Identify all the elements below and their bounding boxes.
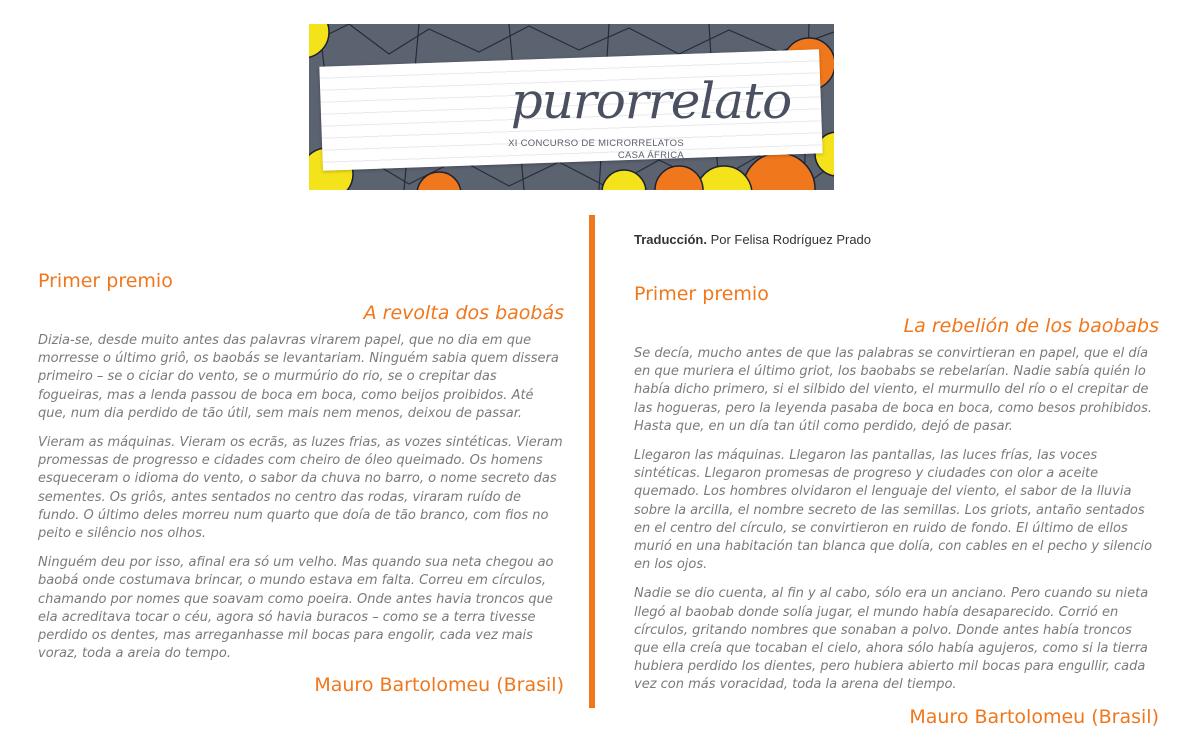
story-paragraph: Se decía, mucho antes de que las palabras se convirtieran en papel, que el día en que muriera el último griot, los baobabs se rebelarían. Nadie sabía quién lo había dicho primero, si el silbido del viento, el murmullo del río o el crepitar de las hogueras, pero la leyenda pasaba de boca en boca, como besos prohibidos. Hasta que, en un día tan útil como perdido, dejó de pasar. xyxy=(634,346,1153,434)
logo-subtitle xyxy=(508,138,684,162)
author-credit: Mauro Bartolomeu (Brasil) xyxy=(909,705,1159,728)
story-paragraph: Ninguém deu por isso, afinal era só um velho. Mas quando sua neta chegou ao baobá onde costumava brincar, o mundo estava em falta. Correu em círculos, chamando por nomes que soavam como poeira. Onde antes havia troncos que ela acreditava tocar o céu, agora só havia buracos – como se a terra tivesse perdido os dentes, mas arreganhasse mil bocas para engolir, cada vez mais voraz, toda a areia do tempo. xyxy=(38,555,554,662)
column-divider xyxy=(589,215,595,708)
translated-story-column xyxy=(634,232,1159,728)
prize-heading: Primer premio xyxy=(38,270,173,292)
logo-subtitle-line1: XI CONCURSO DE MICRORRELATOS xyxy=(508,138,684,149)
logo-subtitle-line2: CASA ÁFRICA xyxy=(617,150,684,161)
translator-name: Por Felisa Rodríguez Prado xyxy=(710,232,872,247)
story-paragraph: Vieram as máquinas. Vieram os ecrãs, as luzes frias, as vozes sintéticas. Vieram promessas de progresso e cidades com cheiro de óleo queimado. Os homens esqueceram o idioma do vento, o sabor da chuva no barro, o nome secreto das sementes. Os griôs, antes sentados no centro das rodas, viraram ruído de fundo. O último deles morreu num quarto que doía de tão branco, com fios no peito e silêncio nos olhos. xyxy=(38,435,563,542)
story-paragraph: Nadie se dio cuenta, al fin y al cabo, sólo era un anciano. Pero cuando su nieta llegó al baobab donde solía jugar, el mundo había desaparecido. Corrió en círculos, gritando nombres que sonaban a polvo. Donde antes había troncos que ella creía que tocaban el cielo, ahora sólo había agujeros, como si la tierra hubiera perdido los dientes, pero hubiera abierto mil bocas para engullir, cada vez con más voracidad, toda la arena del tiempo. xyxy=(634,586,1149,693)
header-banner xyxy=(309,24,834,190)
story-title: La rebelión de los baobabs xyxy=(903,315,1159,337)
author-credit: Mauro Bartolomeu (Brasil) xyxy=(314,674,564,697)
original-story-column xyxy=(38,270,564,696)
logo-text: purorrelato xyxy=(510,72,792,130)
story-title: A revolta dos baobás xyxy=(363,302,564,324)
story-paragraph: Llegaron las máquinas. Llegaron las pantallas, las luces frías, las voces sintéticas. Llegaron promesas de progreso y ciudades con olor a aceite quemado. Los hombres olvidaron el lenguaje del viento, el sabor de la lluvia sobre la arcilla, el nombre secreto de las semillas. Los griots, antaño sentados en el centro del círculo, se convirtieron en ruido de fondo. El último de ellos murió en una habitación tan blanca que dolía, con cables en el pecho y silencio en los ojos. xyxy=(634,448,1153,573)
translation-credit xyxy=(634,232,1159,247)
story-paragraph: Dizia-se, desde muito antes das palavras virarem papel, que no dia em que morresse o último griô, os baobás se levantariam. Ninguém sabia quem dissera primeiro – se o ciciar do vento, se o murmúrio do rio, se o crepitar das fogueiras, mas a lenda passou de boca em boca, como beijos proibidos. Até que, num dia perdido de tão útil, sem mais nem menos, deixou de passar. xyxy=(38,333,559,421)
prize-heading: Primer premio xyxy=(634,283,769,305)
translation-label: Traducción. xyxy=(634,232,707,247)
